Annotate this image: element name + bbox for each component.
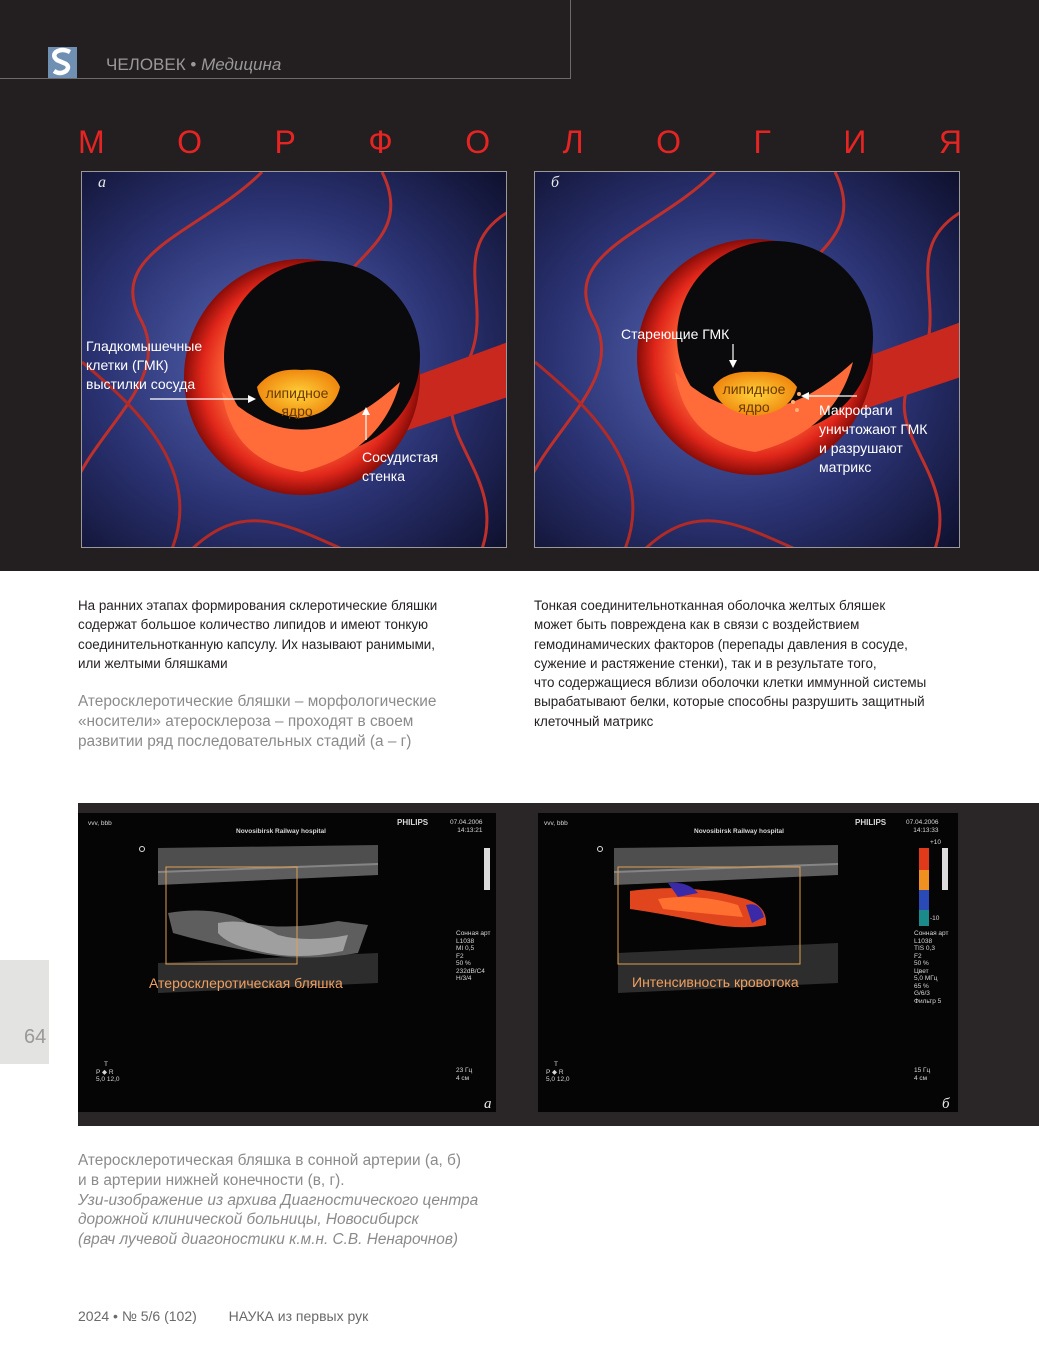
us-brand: PHILIPS [397,818,429,827]
us-bottom-params: 23 Гц 4 см [456,1067,473,1082]
us-orientation: T P ◆ R 5,0 12,0 [96,1061,120,1083]
paragraph-right: Тонкая соединительнотканная оболочка желтых бляшек может быть повреждена как в связи с воздействием гемодинамических факторов (перепады давления в сосуде, сужение и растяжение стенки), так и в результате того, что содержащиеся вблизи оболочки клетки иммунной системы вырабатывают белки, которые способны разрушить защитный клеточный матрикс [534,598,927,729]
us-orientation: T P ◆ R 5,0 12,0 [546,1061,570,1083]
ultrasound-scan [78,813,496,1112]
footer-brand: НАУКА из первых рук [228,1308,369,1324]
us-caption: Атеросклеротическая бляшка [149,975,343,991]
section-name: ЧЕЛОВЕК [106,55,186,74]
title-letter: Г [753,124,771,160]
title-letter: Я [938,124,962,160]
header-frame [0,0,571,79]
us-corner-label: vvv, bbb [88,820,112,827]
paragraph-left: На ранних этапах формирования склеротические бляшки содержат большое количество липидов и имеют тонкую соединительнотканную капсулу. Их называют ранимыми, или желтыми бляшками [78,598,438,671]
section-bullet: • [190,55,197,74]
footer [78,1308,368,1324]
title-letter: О [656,124,681,160]
page-number: 64 [24,1026,47,1048]
lipid-core-label: липидное ядро [265,385,329,419]
us-datetime: 07.04.2006 14:13:33 [906,819,939,834]
us-hospital: Novosibirsk Railway hospital [694,828,784,835]
us-datetime: 07.04.2006 14:13:21 [450,819,483,834]
us-brand: PHILIPS [855,818,887,827]
us-caption: Интенсивность кровотока [632,974,799,990]
us-hospital: Novosibirsk Railway hospital [236,828,326,835]
title-letter: И [843,124,867,160]
us-params: Сонная арт L1038 TIS 0,3 F2 50 % Цвет 5,0 МГц 65 % G/6/3 Фильтр 5 [914,930,949,1005]
title-letter: М [78,124,105,160]
title-letter: Л [562,124,584,160]
ultrasound-doppler-scan [538,813,958,1112]
figure-caption-top: Атеросклеротические бляшки – морфологические «носители» атеросклероза – проходят в своем развитии ряд последовательных стадий (а – г) [78,693,437,750]
us-letter: а [484,1096,492,1112]
illustration-panel-a [81,171,507,548]
us-scale-top: +10 [930,839,942,846]
ultrasound-image-b [538,813,958,1112]
artery-illustration [535,172,960,548]
title-letter: Ф [368,124,393,160]
us-corner-label: vvv, bbb [544,820,568,827]
us-letter: б [942,1096,950,1112]
us-scale-bottom: -10 [930,915,940,922]
title-letter: О [177,124,203,160]
footer-issue: 2024 • № 5/6 (102) [78,1308,197,1324]
title-letter: О [465,124,491,160]
label-vessel-wall: Сосудистая стенка [362,449,439,484]
lipid-core-label: липидное ядро [722,381,786,415]
page-title [78,122,962,162]
panel-letter: а [98,174,106,191]
subsection-name: Медицина [201,55,282,74]
us-params: Сонная арт L1038 MI 0,5 F2 50 % 232dB/C4 H/3/4 [456,930,491,982]
figure-caption-bottom: Атеросклеротическая бляшка в сонной артерии (а, б) и в артерии нижней конечности (в, г). Узи-изображение из архива Диагностического центра дорожной клинической больницы, Новосибирск (врач лучевой диагоностики к.м.н. С.В. Ненарочнов) [78,1152,479,1249]
label-aging-smc: Стареющие ГМК [621,326,730,342]
illustration-panel-b [534,171,960,548]
panel-letter: б [551,174,560,191]
section-label [106,55,281,75]
title-letter: Р [274,124,296,160]
magazine-logo-icon [48,47,77,78]
ultrasound-image-a [78,813,496,1112]
label-smooth-muscle-cells: Гладкомышечные клетки (ГМК) выстилки сосуда [86,338,203,392]
label-macrophages: Макрофаги уничтожают ГМК и разрушают матрикс [819,402,928,475]
us-bottom-params: 15 Гц 4 см [914,1067,931,1082]
